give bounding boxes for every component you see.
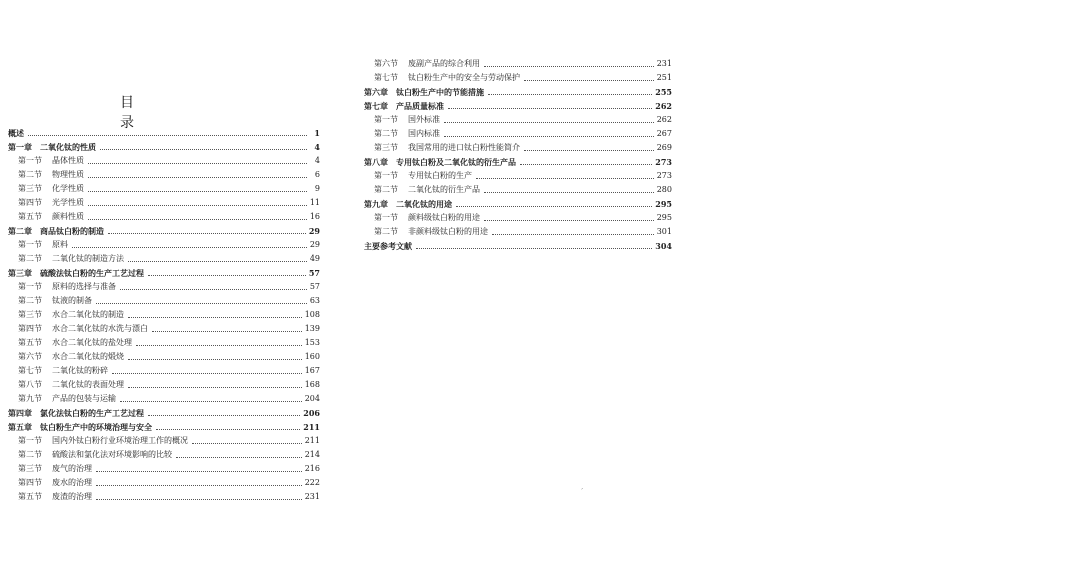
toc-entry-label [8, 296, 92, 306]
page-number: 16 [309, 212, 320, 221]
toc-entry-label [364, 241, 412, 251]
chapter-title: 概述 [8, 128, 24, 138]
section-number: 第六节 [374, 59, 398, 68]
toc-entry[interactable] [364, 111, 672, 125]
chapter-number: 第四章 [8, 408, 32, 418]
dot-leader [28, 135, 307, 136]
page-number: 167 [304, 366, 320, 375]
section-title: 光学性质 [52, 198, 84, 207]
toc-entry[interactable] [8, 404, 320, 418]
toc-entry[interactable] [8, 292, 320, 306]
section-title: 废水的治理 [52, 478, 92, 487]
page-number: 204 [304, 394, 320, 403]
section-number: 第三节 [18, 464, 42, 473]
section-title: 钛液的制备 [52, 296, 92, 305]
chapter-title: 二氧化钛的性质 [40, 142, 96, 152]
toc-entry[interactable] [8, 488, 320, 502]
toc-entry[interactable] [8, 348, 320, 362]
page-number: 262 [655, 101, 672, 111]
toc-entry-label [8, 408, 144, 418]
toc-entry[interactable] [364, 139, 672, 153]
section-title: 颜料性质 [52, 212, 84, 221]
toc-entry-label [8, 156, 84, 166]
toc-entry[interactable] [8, 124, 320, 138]
toc-entry-label [364, 73, 520, 83]
toc-entry[interactable] [364, 125, 672, 139]
chapter-title: 硫酸法钛白粉的生产工艺过程 [40, 268, 144, 278]
toc-entry-label [8, 338, 132, 348]
page-number: 211 [303, 422, 320, 432]
toc-entry-label [364, 199, 452, 209]
section-title: 水合二氧化钛的水洗与漂白 [52, 324, 148, 333]
toc-entry-label [8, 366, 108, 376]
toc-entry-label [8, 282, 116, 292]
section-number: 第二节 [18, 170, 42, 179]
chapter-title: 钛白粉生产中的环境治理与安全 [40, 422, 152, 432]
dot-leader [448, 108, 652, 109]
section-number: 第七节 [18, 366, 42, 375]
toc-entry[interactable] [8, 194, 320, 208]
section-number: 第一节 [18, 240, 42, 249]
toc-entry-label [8, 310, 124, 320]
page-number: 231 [304, 492, 320, 501]
toc-entry-label [8, 422, 152, 432]
toc-entry-label [8, 268, 144, 278]
section-title: 水合二氧化钛的煅烧 [52, 352, 124, 361]
toc-entry[interactable] [8, 236, 320, 250]
toc-title: 目 录 [120, 95, 168, 131]
section-title: 水合二氧化钛的制造 [52, 310, 124, 319]
page-number: 222 [304, 478, 320, 487]
section-number: 第四节 [18, 324, 42, 333]
chapter-title: 主要参考文献 [364, 241, 412, 251]
scan-mark: ˊ [580, 488, 584, 496]
dot-leader [120, 401, 302, 402]
page-number: 4 [314, 142, 320, 152]
toc-entry[interactable] [364, 167, 672, 181]
section-number: 第三节 [374, 143, 398, 152]
dot-leader [444, 136, 654, 137]
page-number: 304 [655, 241, 672, 251]
page-number: 49 [309, 254, 320, 263]
chapter-number: 第五章 [8, 422, 32, 432]
section-number: 第五节 [18, 338, 42, 347]
toc-entry-label [364, 143, 520, 153]
dot-leader [416, 248, 652, 249]
toc-entry[interactable] [8, 446, 320, 460]
toc-entry-label [8, 464, 92, 474]
dot-leader [108, 233, 306, 234]
section-number: 第二节 [18, 450, 42, 459]
chapter-number: 第六章 [364, 87, 388, 97]
page-number: 301 [656, 227, 672, 236]
chapter-title: 二氧化钛的用途 [396, 199, 452, 209]
dot-leader [176, 457, 302, 458]
dot-leader [152, 331, 302, 332]
toc-entry-label [8, 142, 96, 152]
section-title: 原料 [52, 240, 68, 249]
page-number: 214 [304, 450, 320, 459]
dot-leader [488, 94, 652, 95]
toc-entry[interactable] [8, 460, 320, 474]
chapter-title: 产品质量标准 [396, 101, 444, 111]
toc-entry[interactable] [8, 474, 320, 488]
toc-entry-label [8, 226, 104, 236]
toc-entry-label [8, 380, 124, 390]
dot-leader [96, 499, 302, 500]
toc-entry[interactable] [8, 376, 320, 390]
toc-entry[interactable] [8, 264, 320, 278]
chapter-title: 专用钛白粉及二氧化钛的衍生产品 [396, 157, 516, 167]
section-title: 二氧化钛的表面处理 [52, 380, 124, 389]
section-number: 第五节 [18, 212, 42, 221]
page-number: 211 [304, 436, 320, 445]
section-number: 第一节 [374, 115, 398, 124]
dot-leader [484, 192, 654, 193]
toc-entry-label [8, 394, 116, 404]
section-number: 第九节 [18, 394, 42, 403]
toc-entry[interactable] [8, 250, 320, 264]
dot-leader [148, 415, 300, 416]
chapter-title: 商品钛白粉的制造 [40, 226, 104, 236]
toc-entry[interactable] [8, 334, 320, 348]
chapter-number: 第八章 [364, 157, 388, 167]
section-number: 第三节 [18, 310, 42, 319]
toc-entry[interactable] [364, 69, 672, 83]
toc-entry[interactable] [364, 181, 672, 195]
toc-entry[interactable] [8, 152, 320, 166]
toc-entry-label [364, 129, 440, 139]
toc-entry-label [364, 59, 480, 69]
toc-entry-label [364, 185, 480, 195]
toc-entry[interactable] [364, 223, 672, 237]
page-number: 1 [314, 128, 320, 138]
dot-leader [112, 373, 302, 374]
section-number: 第一节 [18, 156, 42, 165]
dot-leader [456, 206, 652, 207]
toc-entry-label [8, 492, 92, 502]
section-number: 第四节 [18, 478, 42, 487]
toc-entry-label [364, 227, 488, 237]
page-number: 295 [656, 213, 672, 222]
dot-leader [128, 261, 307, 262]
dot-leader [444, 122, 654, 123]
dot-leader [156, 429, 300, 430]
page-number: 160 [304, 352, 320, 361]
toc-entry-label [8, 170, 84, 180]
section-title: 废渣的治理 [52, 492, 92, 501]
section-title: 非颜料级钛白粉的用途 [408, 227, 488, 236]
toc-entry-label [364, 171, 472, 181]
dot-leader [128, 317, 302, 318]
page-number: 269 [656, 143, 672, 152]
page-number: 108 [304, 310, 320, 319]
section-title: 颜料级钛白粉的用途 [408, 213, 480, 222]
dot-leader [100, 149, 307, 150]
toc-entry-label [8, 128, 24, 138]
toc-entry[interactable] [364, 209, 672, 223]
section-number: 第一节 [374, 171, 398, 180]
dot-leader [520, 164, 652, 165]
dot-leader [88, 191, 307, 192]
page-number: 262 [656, 115, 672, 124]
toc-entry[interactable] [364, 55, 672, 69]
section-number: 第五节 [18, 492, 42, 501]
page-number: 4 [314, 156, 320, 165]
section-title: 国内外钛白粉行业环境治理工作的概况 [52, 436, 188, 445]
dot-leader [484, 66, 654, 67]
toc-entry[interactable] [8, 208, 320, 222]
section-title: 废副产品的综合利用 [408, 59, 480, 68]
toc-entry-label [364, 213, 480, 223]
page-number: 295 [655, 199, 672, 209]
page-number: 168 [304, 380, 320, 389]
dot-leader [88, 163, 307, 164]
section-title: 专用钛白粉的生产 [408, 171, 472, 180]
page-number: 251 [656, 73, 672, 82]
page-number: 273 [655, 157, 672, 167]
toc-entry[interactable] [8, 390, 320, 404]
dot-leader [192, 443, 302, 444]
page-number: 57 [309, 282, 320, 291]
section-number: 第二节 [374, 185, 398, 194]
page-number: 6 [314, 170, 320, 179]
page-number: 255 [655, 87, 672, 97]
section-number: 第七节 [374, 73, 398, 82]
toc-entry-label [8, 254, 124, 264]
chapter-number: 第一章 [8, 142, 32, 152]
toc-entry[interactable] [8, 166, 320, 180]
toc-entry[interactable] [8, 222, 320, 236]
toc-entry-label [8, 198, 84, 208]
section-title: 硫酸法和氯化法对环境影响的比较 [52, 450, 172, 459]
section-number: 第一节 [18, 436, 42, 445]
toc-entry[interactable] [8, 138, 320, 152]
toc-entry[interactable] [364, 97, 672, 111]
section-number: 第二节 [374, 227, 398, 236]
page-number: 29 [309, 240, 320, 249]
toc-entry-label [364, 157, 516, 167]
section-title: 二氧化钛的制造方法 [52, 254, 124, 263]
toc-entry[interactable] [8, 418, 320, 432]
toc-entry[interactable] [364, 237, 672, 251]
dot-leader [72, 247, 307, 248]
toc-entry-label [364, 87, 484, 97]
dot-leader [96, 303, 307, 304]
toc-entry-label [8, 450, 172, 460]
dot-leader [524, 150, 654, 151]
toc-entry[interactable] [8, 278, 320, 292]
page-number: 231 [656, 59, 672, 68]
section-title: 二氧化钛的衍生产品 [408, 185, 480, 194]
dot-leader [128, 359, 302, 360]
section-title: 国外标准 [408, 115, 440, 124]
section-title: 晶体性质 [52, 156, 84, 165]
section-number: 第六节 [18, 352, 42, 361]
dot-leader [148, 275, 306, 276]
dot-leader [96, 471, 302, 472]
toc-entry-label [8, 436, 188, 446]
page-number: 206 [303, 408, 320, 418]
section-number: 第四节 [18, 198, 42, 207]
toc-entry-label [364, 115, 440, 125]
section-number: 第一节 [374, 213, 398, 222]
section-title: 我国常用的进口钛白粉性能简介 [408, 143, 520, 152]
page-number: 267 [656, 129, 672, 138]
chapter-number: 第九章 [364, 199, 388, 209]
page-number: 273 [656, 171, 672, 180]
section-number: 第三节 [18, 184, 42, 193]
section-title: 钛白粉生产中的安全与劳动保护 [408, 73, 520, 82]
dot-leader [484, 220, 654, 221]
section-title: 水合二氧化钛的盐处理 [52, 338, 132, 347]
toc-entry[interactable] [8, 362, 320, 376]
chapter-title: 钛白粉生产中的节能措施 [396, 87, 484, 97]
toc-entry-label [8, 212, 84, 222]
dot-leader [96, 485, 302, 486]
toc-entry[interactable] [8, 180, 320, 194]
toc-entry[interactable] [8, 432, 320, 446]
toc-right-column [364, 55, 672, 251]
section-number: 第二节 [18, 254, 42, 263]
page-number: 139 [304, 324, 320, 333]
dot-leader [120, 289, 307, 290]
section-title: 物理性质 [52, 170, 84, 179]
page-number: 216 [304, 464, 320, 473]
section-title: 原料的选择与准备 [52, 282, 116, 291]
section-number: 第二节 [374, 129, 398, 138]
dot-leader [524, 80, 654, 81]
page-number: 11 [309, 198, 320, 207]
section-title: 废气的治理 [52, 464, 92, 473]
section-title: 二氧化钛的粉碎 [52, 366, 108, 375]
section-number: 第八节 [18, 380, 42, 389]
dot-leader [88, 219, 307, 220]
page-number: 29 [308, 226, 320, 236]
dot-leader [128, 387, 302, 388]
page-number: 9 [314, 184, 320, 193]
dot-leader [492, 234, 654, 235]
toc-entry[interactable] [364, 195, 672, 209]
toc-entry[interactable] [8, 320, 320, 334]
toc-entry-label [8, 478, 92, 488]
toc-entry[interactable] [364, 153, 672, 167]
dot-leader [476, 178, 654, 179]
toc-entry-label [364, 101, 444, 111]
chapter-number: 第七章 [364, 101, 388, 111]
dot-leader [88, 177, 307, 178]
toc-entry-label [8, 184, 84, 194]
toc-entry[interactable] [8, 306, 320, 320]
chapter-number: 第二章 [8, 226, 32, 236]
toc-entry-label [8, 240, 68, 250]
page-number: 280 [656, 185, 672, 194]
page-number: 57 [308, 268, 320, 278]
chapter-title: 氯化法钛白粉的生产工艺过程 [40, 408, 144, 418]
section-number: 第一节 [18, 282, 42, 291]
section-title: 化学性质 [52, 184, 84, 193]
toc-entry[interactable] [364, 83, 672, 97]
toc-entry-label [8, 324, 148, 334]
page-number: 153 [304, 338, 320, 347]
dot-leader [88, 205, 307, 206]
toc-entry-label [8, 352, 124, 362]
toc-left-column [8, 124, 320, 502]
section-title: 国内标准 [408, 129, 440, 138]
dot-leader [136, 345, 302, 346]
section-title: 产品的包装与运输 [52, 394, 116, 403]
section-number: 第二节 [18, 296, 42, 305]
page-number: 63 [309, 296, 320, 305]
chapter-number: 第三章 [8, 268, 32, 278]
